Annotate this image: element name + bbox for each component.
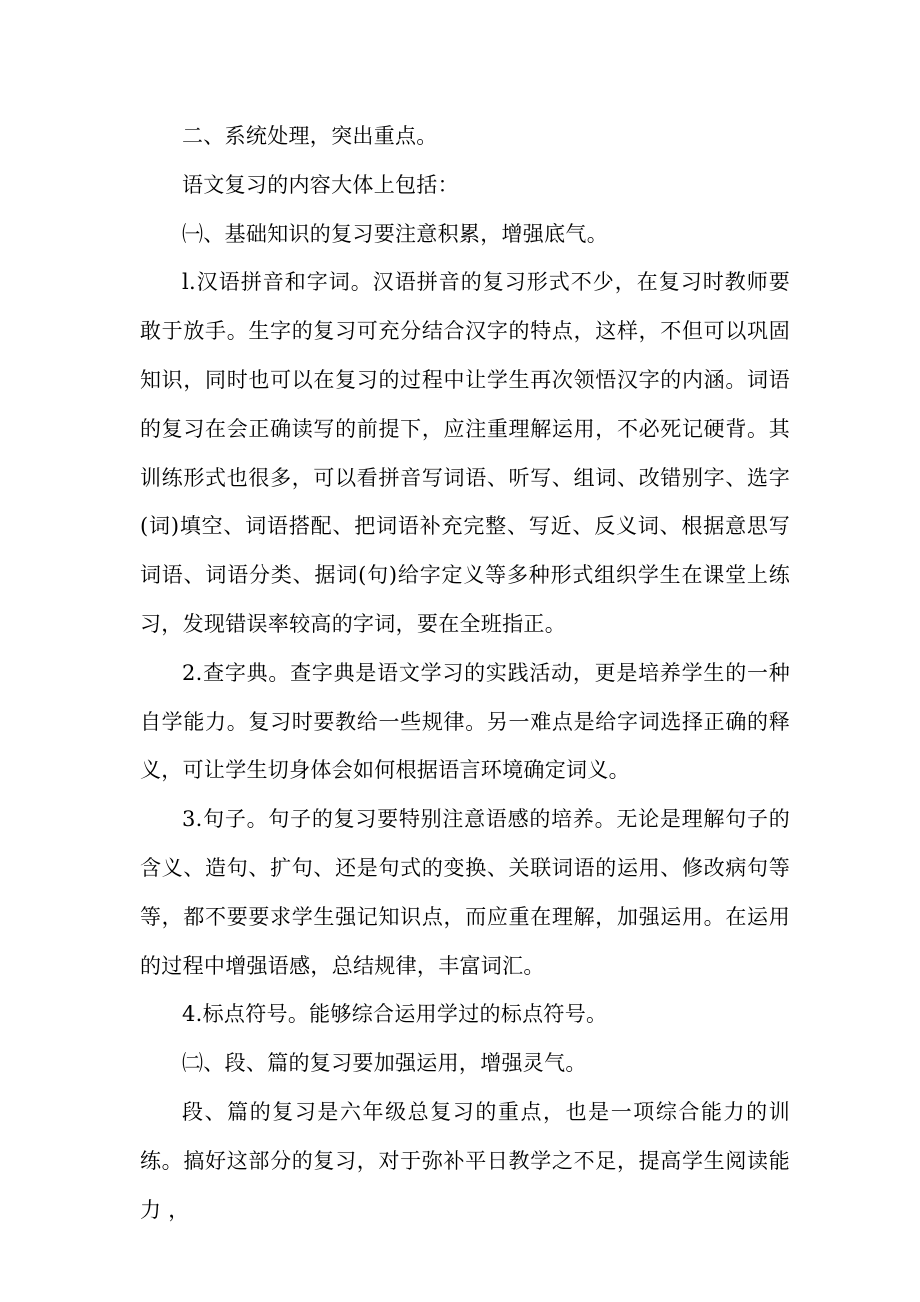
paragraph-paragraph-review: 段、篇的复习是六年级总复习的重点，也是一项综合能力的训练。搞好这部分的复习，对于弥补平日教学之不足，提高学生阅读能力 ， [140,1099,790,1222]
document-body [140,112,790,1234]
paragraph-dictionary: 2.查字典。查字典是语文学习的实践活动，更是培养学生的一种自学能力。复习时要教给一些规律。另一难点是给字词选择正确的释义，可让学生切身体会如何根据语言环境确定词义。 [140,660,790,783]
heading-paragraph-and-text: ㈡、段、篇的复习要加强运用，增强灵气。 [182,1051,587,1076]
heading-system-processing: 二、系统处理，突出重点。 [182,124,438,148]
paragraph-review-content-intro: 语文复习的内容大体上包括： [182,172,459,197]
paragraph-sentences: 3.句子。句子的复习要特别注意语感的培养。无论是理解句子的含义、造句、扩句、还是句式的变换、关联词语的运用、修改病句等等，都不要要求学生强记知识点，而应重在理解，加强运用。在运用的过程中增强语感，总结规律，丰富词汇。 [140,807,790,978]
heading-basic-knowledge: ㈠、基础知识的复习要注意积累，增强底气。 [182,221,608,246]
paragraph-pinyin-and-words: l.汉语拼音和字词。汉语拼音的复习形式不少，在复习时教师要敢于放手。生字的复习可充分结合汉字的特点，这样，不但可以巩固知识，同时也可以在复习的过程中让学生再次领悟汉字的内涵。词语的复习在会正确读写的前提下，应注重理解运用，不必死记硬背。其训练形式也很多，可以看拼音写词语、听写、组词、改错别字、选字(词)填空、词语搭配、把词语补充完整、写近、反义词、根据意思写词语、词语分类、据词(句)给字定义等多种形式组织学生在课堂上练习，发现错误率较高的字词，要在全班指正。 [140,270,790,636]
paragraph-punctuation: 4.标点符号。能够综合运用学过的标点符号。 [182,1002,608,1027]
